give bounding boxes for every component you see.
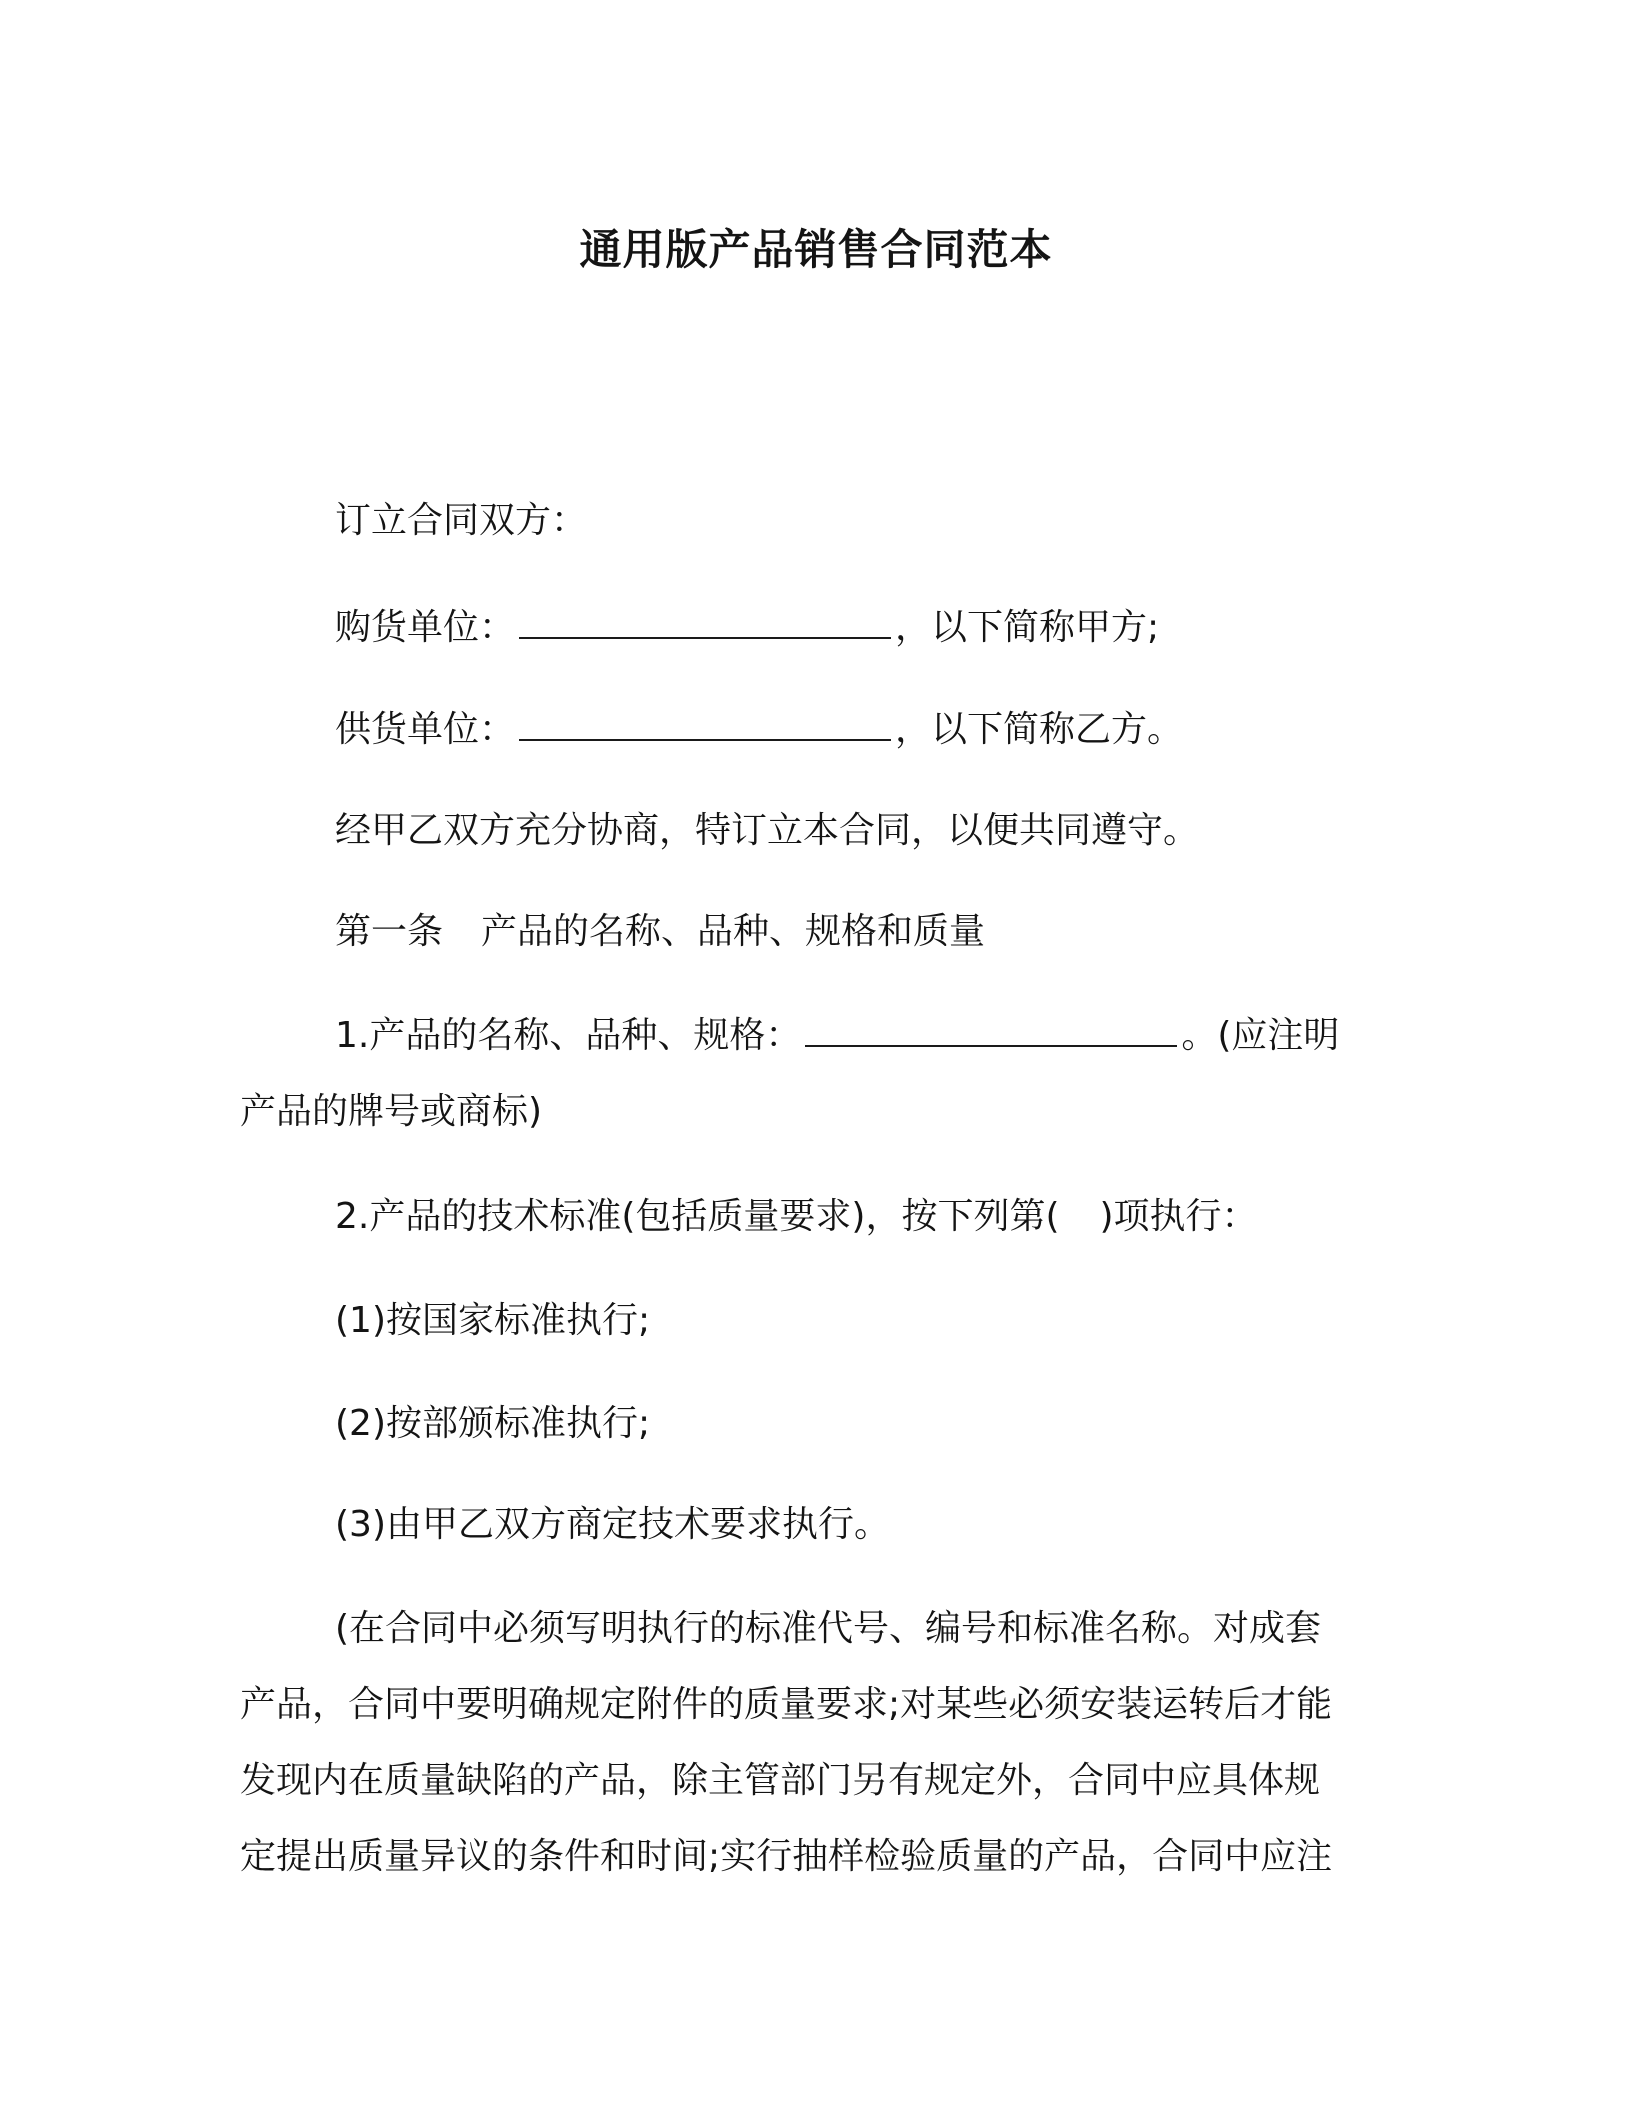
note-line-4: 定提出质量异议的条件和时间;实行抽样检验质量的产品，合同中应注 (240, 1836, 1333, 1877)
parties-intro: 订立合同双方： (335, 500, 588, 541)
item-1-continuation: 产品的牌号或商标) (240, 1091, 543, 1132)
buyer-name-blank (519, 607, 891, 639)
option-1: (1)按国家标准执行; (335, 1300, 651, 1341)
option-3: (3)由甲乙双方商定技术要求执行。 (335, 1504, 890, 1545)
buyer-line (335, 603, 1159, 653)
article-1-number: 第一条 (335, 911, 444, 952)
note-line-1: (在合同中必须写明执行的标准代号、编号和标准名称。对成套 (335, 1608, 1322, 1649)
note-line-2: 产品，合同中要明确规定附件的质量要求;对某些必须安装运转后才能 (240, 1684, 1333, 1725)
buyer-suffix: ，以下简称甲方; (895, 607, 1160, 648)
seller-name-blank (519, 709, 891, 741)
article-1-title: 产品的名称、品种、规格和质量 (481, 911, 986, 952)
buyer-label: 购货单位： (335, 607, 516, 648)
item-1-prefix: 1.产品的名称、品种、规格： (335, 1015, 802, 1056)
option-2: (2)按部颁标准执行; (335, 1403, 651, 1444)
seller-suffix: ，以下简称乙方。 (895, 709, 1184, 750)
article-1-heading (335, 907, 985, 957)
document-title: 通用版产品销售合同范本 (579, 225, 1053, 274)
seller-line (335, 705, 1183, 755)
item-1-suffix: 。(应注明 (1181, 1015, 1340, 1056)
item-2-suffix: )项执行： (1099, 1196, 1258, 1237)
item-1-line (335, 1011, 1339, 1061)
product-spec-blank (805, 1015, 1177, 1047)
item-2-prefix: 2.产品的技术标准(包括质量要求)，按下列第( (335, 1196, 1060, 1237)
item-2-line (335, 1192, 1258, 1242)
note-line-3: 发现内在质量缺陷的产品，除主管部门另有规定外，合同中应具体规 (240, 1760, 1321, 1801)
seller-label: 供货单位： (335, 709, 516, 750)
agreement-statement: 经甲乙双方充分协商，特订立本合同，以便共同遵守。 (335, 810, 1200, 851)
